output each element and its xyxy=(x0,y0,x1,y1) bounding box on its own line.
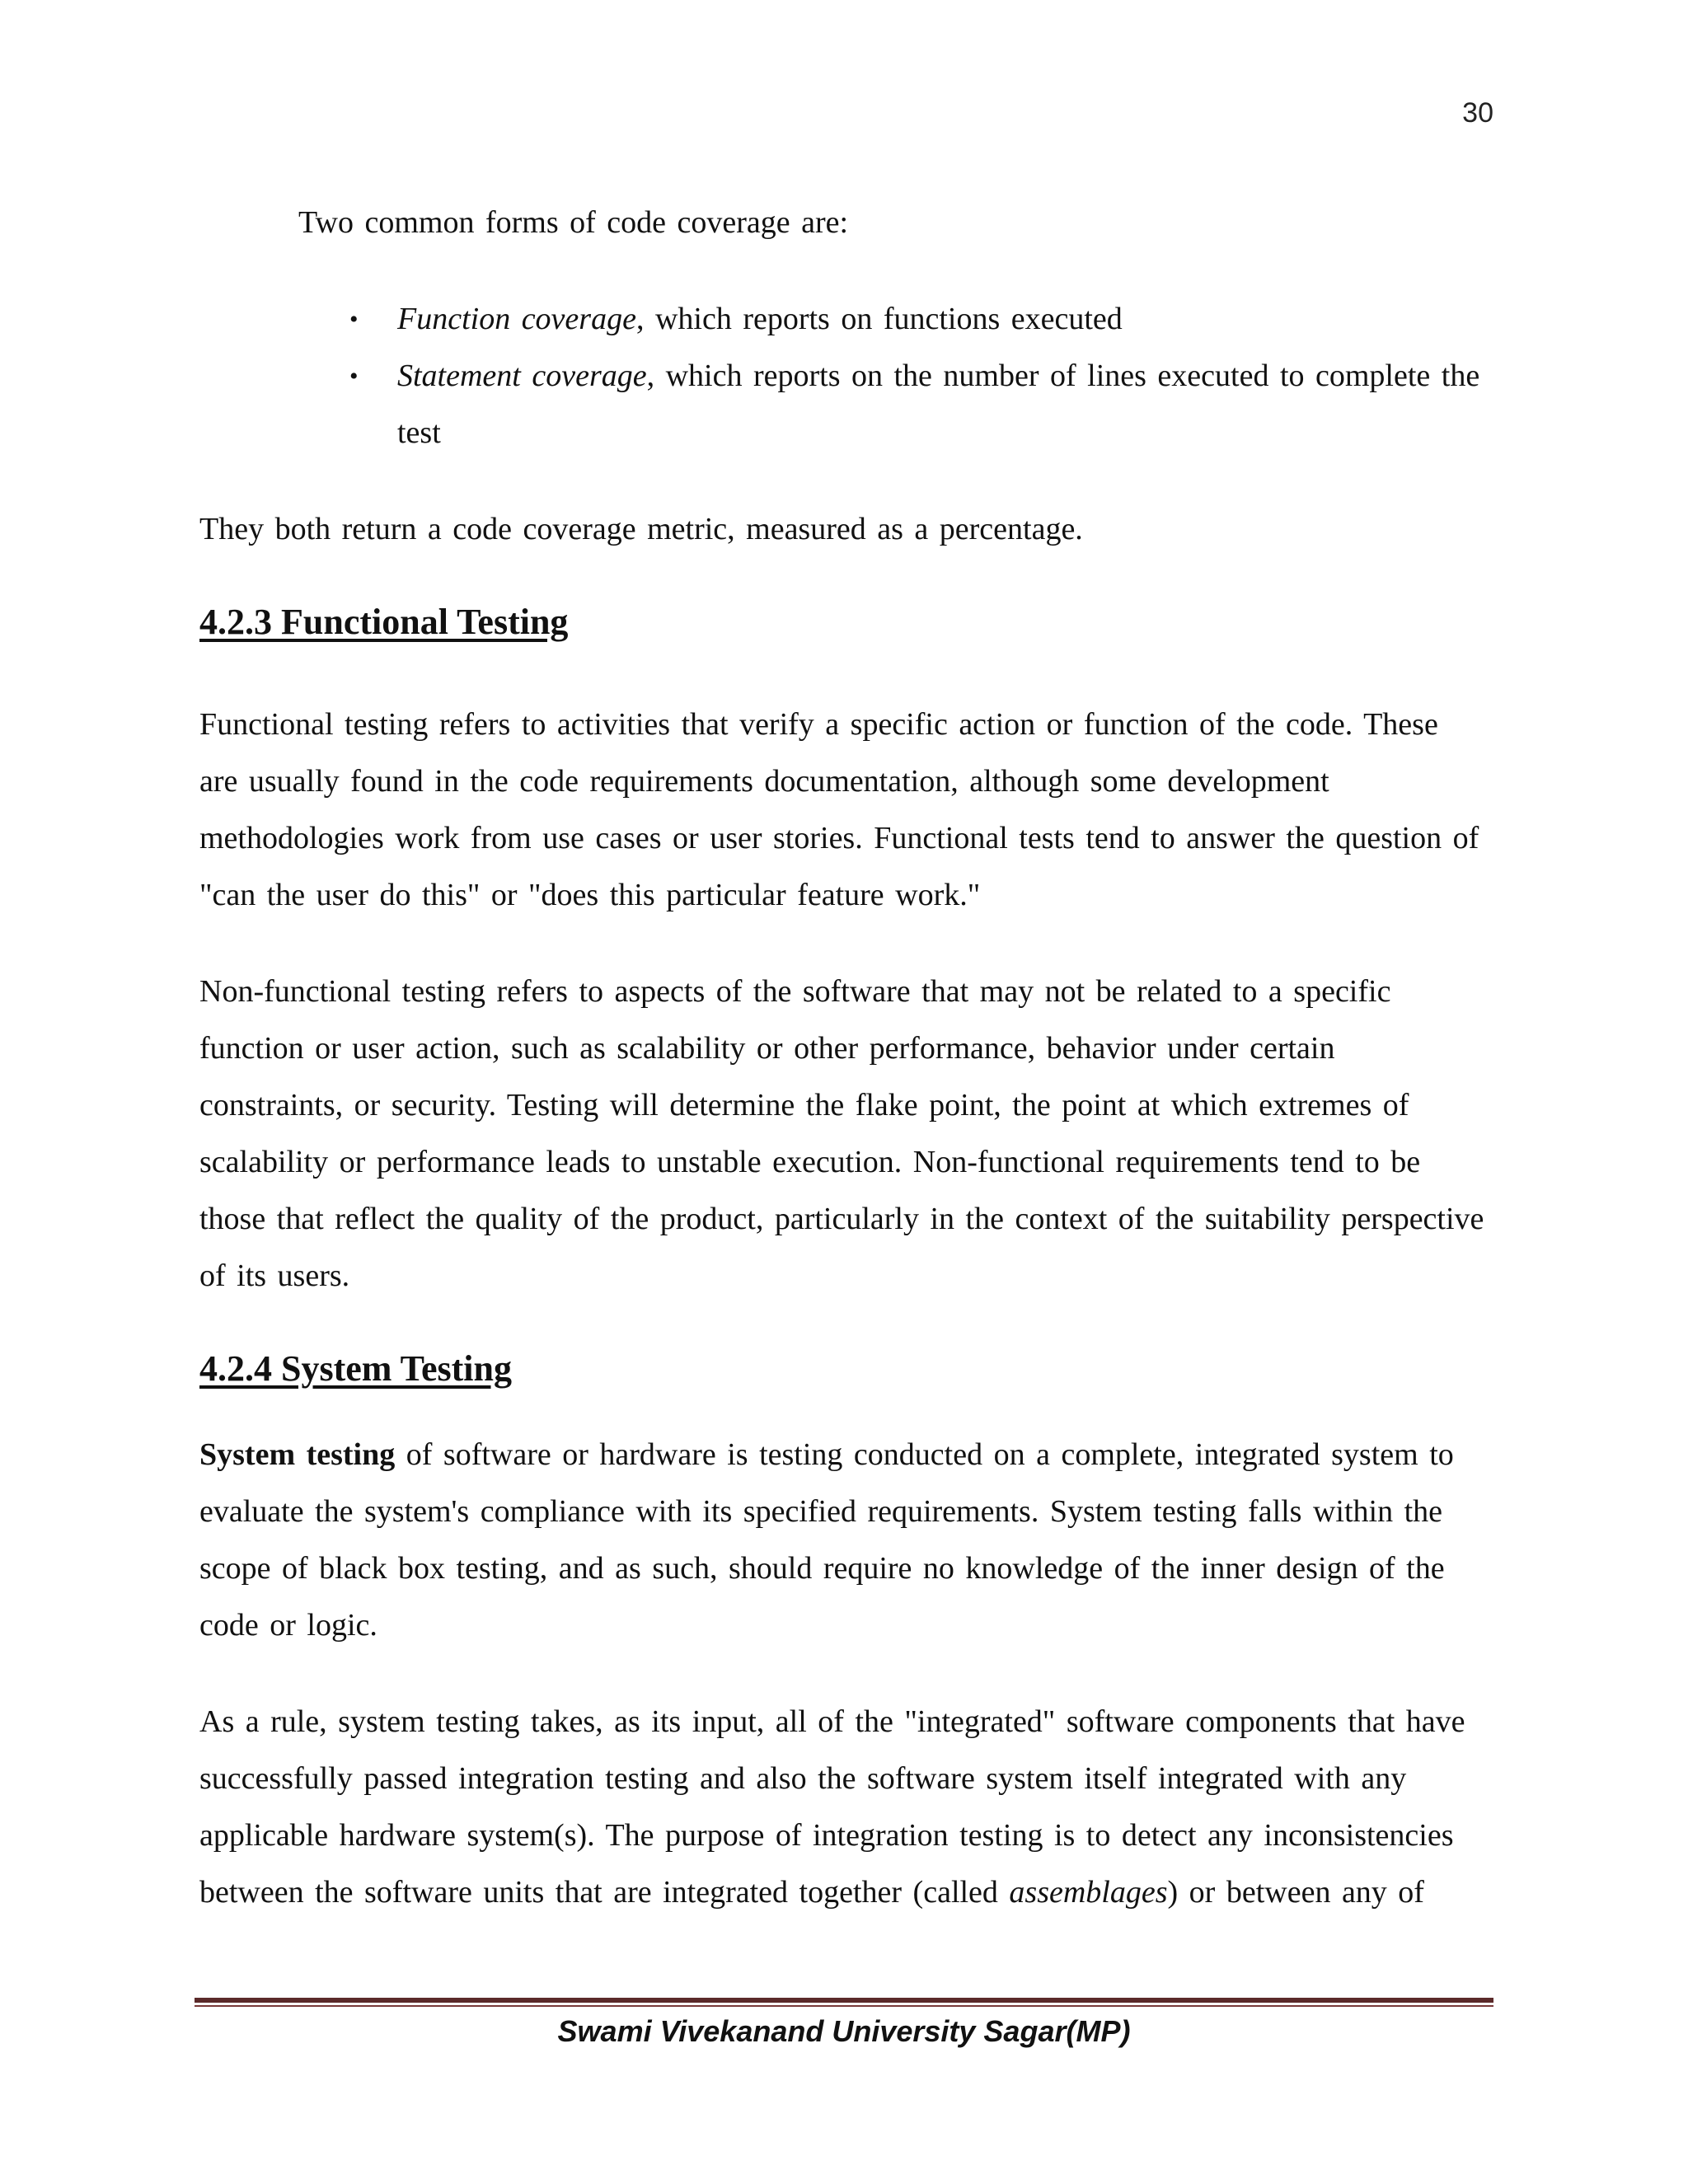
page-content xyxy=(199,194,1485,1921)
summary-paragraph: They both return a code coverage metric, measured as a percentage. xyxy=(199,512,1083,546)
footer-rule xyxy=(195,1998,1493,2003)
section-heading-system-testing: 4.2.4 System Testing xyxy=(199,1348,512,1389)
term: Function coverage xyxy=(397,302,636,336)
page-number: 30 xyxy=(1462,97,1493,129)
list-item xyxy=(349,348,1485,462)
footer-text: Swami Vivekanand University Sagar(MP) xyxy=(557,2014,1131,2048)
bullet-icon: • xyxy=(349,363,359,390)
system-testing-paragraph xyxy=(199,1427,1485,1654)
paragraph-text: As a rule, system testing takes, as its input, all of the "integrated" software components that have successfully passed integration testing and also the software system itself integrated with any applicable hardware system(s). The purpose of integration testing is to detect any inconsistencies between the software units that are integrated together (called xyxy=(199,1704,1465,1910)
paragraph-text: ) or between any of xyxy=(1167,1875,1424,1910)
bold-term: System testing xyxy=(199,1437,396,1472)
italic-term: assemblages xyxy=(1009,1875,1168,1910)
non-functional-paragraph: Non-functional testing refers to aspects of the software that may not be related to a specific function or user action, such as scalability or other performance, behavior under certain constraints, or security. Testing will determine the flake point, the point at which extremes of scalability or performance leads to unstable execution. Non-functional requirements tend to be those that reflect the quality of the product, particularly in the context of the suitability perspective of its users. xyxy=(199,974,1484,1293)
section-heading-functional-testing: 4.2.3 Functional Testing xyxy=(199,602,569,642)
term-description: , which reports on the number of lines executed to complete the test xyxy=(397,359,1480,450)
paragraph-text: of software or hardware is testing conducted on a complete, integrated system to evaluate the system's compliance with its specified requirements. System testing falls within the scope of black box testing, and as such, should require no knowledge of the inner design of the code or logic. xyxy=(199,1437,1454,1643)
footer-rule-thin xyxy=(195,2005,1493,2007)
rule-paragraph xyxy=(199,1694,1485,1921)
coverage-list xyxy=(199,291,1485,462)
term-description: , which reports on functions executed xyxy=(635,302,1123,336)
term: Statement coverage xyxy=(397,359,647,393)
bullet-icon: • xyxy=(349,306,359,333)
intro-text: Two common forms of code coverage are: xyxy=(298,205,849,240)
functional-paragraph: Functional testing refers to activities that verify a specific action or function of the code. These are usually found in the code requirements documentation, although some development methodologies work from use cases or user stories. Functional tests tend to answer the question of "can the user do this" or "does this particular feature work." xyxy=(199,707,1479,912)
list-item xyxy=(349,291,1485,348)
